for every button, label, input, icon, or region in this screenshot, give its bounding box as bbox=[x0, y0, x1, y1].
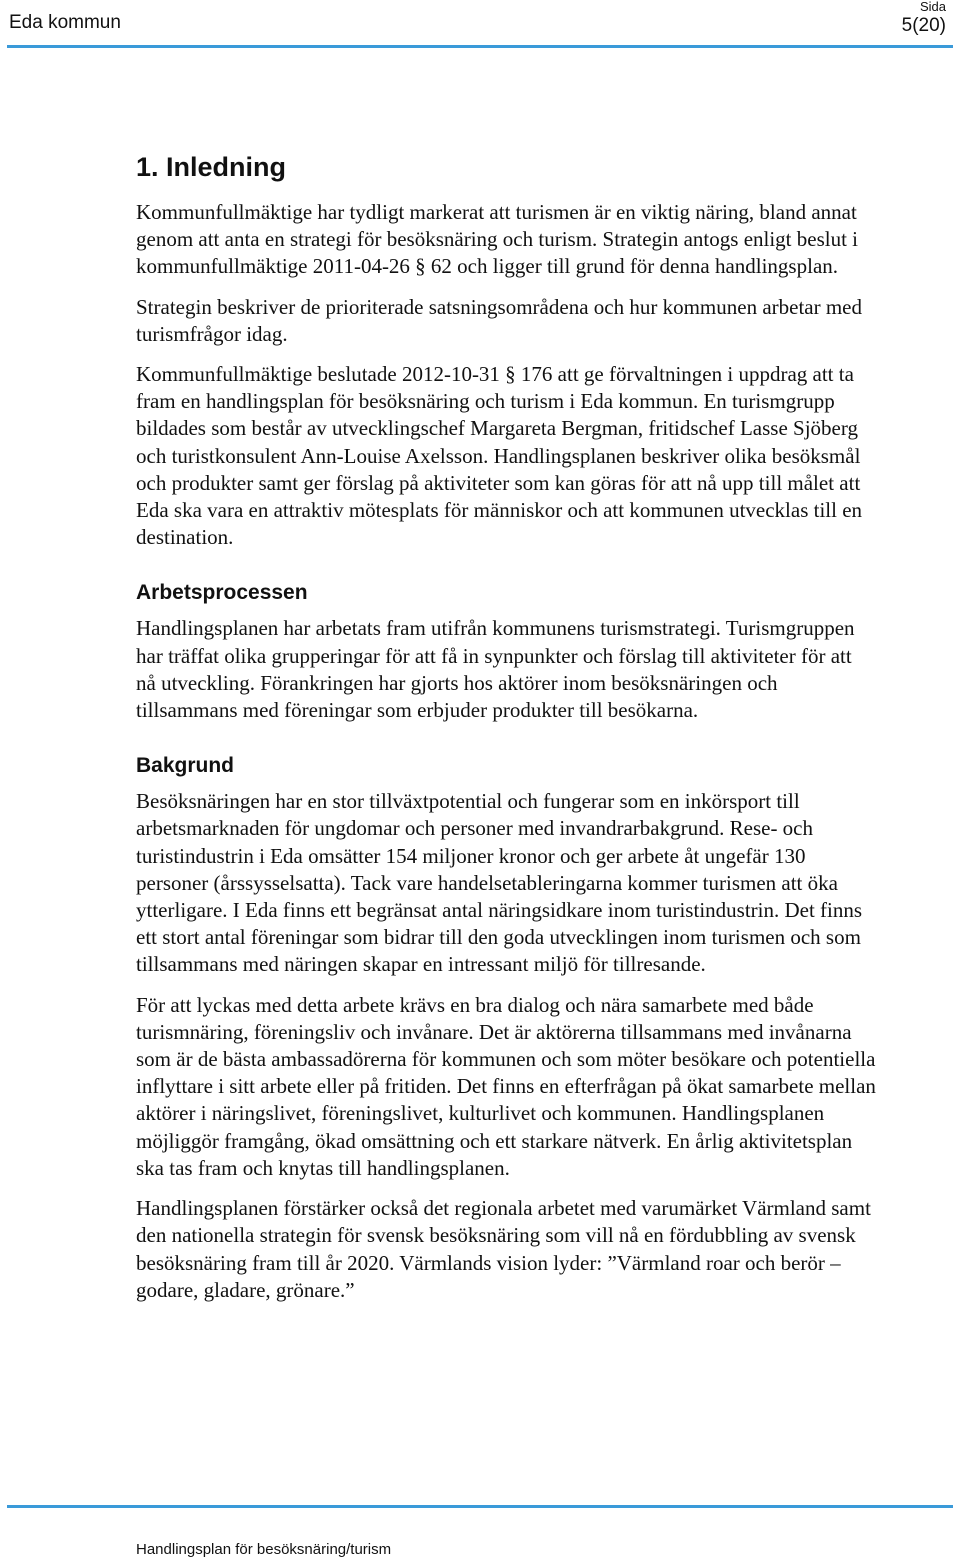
arbetsprocessen-paragraph-1: Handlingsplanen har arbetats fram utifrån kommunens turismstrategi. Turismgruppen har träffat olika grupperingar för att få in synpunkter och förslag till aktiviteter för att nå utveckling. Förankringen har gjorts hos aktörer inom besöksnäringen och tillsammans med föreningar som erbjuder produkter till besökarna. bbox=[136, 616, 855, 723]
bakgrund-paragraph-1: Besöksnäringen har en stor tillväxtpotential och fungerar som en inkörsport till arbetsmarknaden för ungdomar och personer med invandrarbakgrund. Rese- och turistindustrin i Eda omsätter 154 miljoner kronor och ger arbete åt ungefär 130 personer (årssysselsatta). Tack vare handelsetableringarna kommer turismen att öka ytterligare. I Eda finns ett begränsat antal näringsidkare inom turistindustrin. Det finns ett stort antal föreningar som bidrar till den goda utvecklingen inom turismen och som tillsammans med näringen skapar en intressant miljö för tillresande. bbox=[136, 789, 863, 977]
header-divider bbox=[7, 45, 953, 48]
intro-paragraph-3: Kommunfullmäktige beslutade 2012-10-31 § 176 att ge förvaltningen i uppdrag att ta fram en handlingsplan för besöksnäring och turism i Eda kommun. En turismgrupp bildades som består av utvecklingschef Margareta Bergman, fritidschef Lasse Sjöberg och turistkonsulent Ann-Louise Axelsson. Handlingsplanen beskriver olika besöksmål och produkter samt ger förslag på aktiviteter som kan göras för att nå upp till målet att Eda ska vara en attraktiv mötesplats för människor och att kommunen utvecklas till en destination. bbox=[136, 362, 863, 550]
page-label: Sida bbox=[919, 0, 946, 14]
subheading-arbetsprocessen: Arbetsprocessen bbox=[136, 581, 308, 605]
footer-document-title: Handlingsplan för besöksnäring/turism bbox=[136, 1541, 392, 1558]
bakgrund-paragraph-3: Handlingsplanen förstärker också det regionala arbetet med varumärket Värmland samt den nationella strategin för svensk besöksnäring som vill nå en fördubbling av svensk besöksnäring fram till år 2020. Värmlands vision lyder: ”Värmland roar och berör – godare, gladare, grönare.” bbox=[136, 1196, 871, 1302]
header-org-name: Eda kommun bbox=[9, 12, 121, 33]
document-body bbox=[136, 150, 876, 1317]
subheading-bakgrund: Bakgrund bbox=[136, 754, 235, 778]
footer-divider bbox=[7, 1505, 953, 1508]
bakgrund-paragraph-2: För att lyckas med detta arbete krävs en bra dialog och nära samarbete med både turismnäring, föreningsliv och invånare. Det är aktörerna tillsammans med invånarna som är de bästa ambassadörerna för kommunen och som möter besökare och potentiella inflyttare i sitt arbete eller på fritiden. Det finns en efterfrågan på ökat samarbete mellan aktörer i näringslivet, föreningslivet, kulturlivet och kommunen. Handlingsplanen möjliggör framgång, ökad omsättning och ett starkare nätverk. En årlig aktivitetsplan ska tas fram och knytas till handlingsplanen. bbox=[136, 992, 876, 1180]
page-number: 5(20) bbox=[901, 15, 946, 36]
intro-paragraph-2: Strategin beskriver de prioriterade satsningsområdena och hur kommunen arbetar med turismfrågor idag. bbox=[136, 294, 863, 346]
intro-paragraph-1: Kommunfullmäktige har tydligt markerat att turismen är en viktig näring, bland annat genom att anta en strategi för besöksnäring och turism. Strategin antogs enligt beslut i kommunfullmäktige 2011-04-26 § 62 och ligger till grund för denna handlingsplan. bbox=[136, 200, 859, 279]
section-title: 1. Inledning bbox=[136, 152, 287, 182]
page-indicator bbox=[902, 0, 946, 38]
